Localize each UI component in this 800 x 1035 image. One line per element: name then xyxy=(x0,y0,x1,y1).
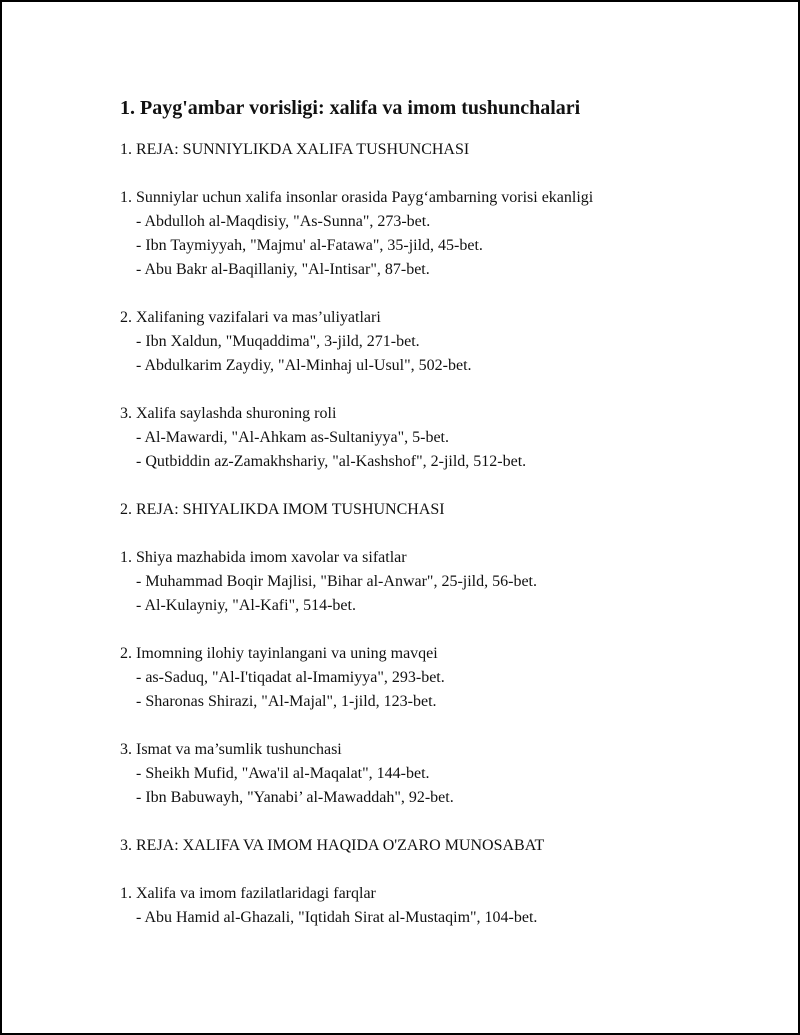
document-title: 1. Payg'ambar vorisligi: xalifa va imom tushunchalari xyxy=(120,97,581,119)
reference-line: - Sheikh Mufid, "Awa'il al-Maqalat", 144-bet. xyxy=(136,765,430,782)
reference-line: - Abdulkarim Zaydiy, "Al-Minhaj ul-Usul", 502-bet. xyxy=(136,357,472,374)
reference-line: - Abdulloh al-Maqdisiy, "As-Sunna", 273-bet. xyxy=(136,213,431,230)
reference-line: - Muhammad Boqir Majlisi, "Bihar al-Anwar", 25-jild, 56-bet. xyxy=(136,573,537,590)
reference-line: - Sharonas Shirazi, "Al-Majal", 1-jild, 123-bet. xyxy=(136,693,437,710)
item-title: 1. Sunniylar uchun xalifa insonlar orasida Payg‘ambarning vorisi ekanligi xyxy=(120,189,594,206)
list-item xyxy=(120,642,768,714)
section-3 xyxy=(120,834,768,930)
list-item xyxy=(120,402,768,474)
section-heading: 2. REJA: SHIYALIKDA IMOM TUSHUNCHASI xyxy=(120,501,445,518)
list-item xyxy=(120,306,768,378)
reference-line: - as-Saduq, "Al-I'tiqadat al-Imamiyya", 293-bet. xyxy=(136,669,445,686)
reference-line: - Al-Kulayniy, "Al-Kafi", 514-bet. xyxy=(136,597,356,614)
reference-line: - Ibn Xaldun, "Muqaddima", 3-jild, 271-bet. xyxy=(136,333,420,350)
list-item xyxy=(120,546,768,618)
reference-line: - Abu Bakr al-Baqillaniy, "Al-Intisar", 87-bet. xyxy=(136,261,430,278)
list-item xyxy=(120,186,768,282)
reference-line: - Ibn Babuwayh, "Yanabi’ al-Mawaddah", 92-bet. xyxy=(136,789,454,806)
reference-line: - Abu Hamid al-Ghazali, "Iqtidah Sirat al-Mustaqim", 104-bet. xyxy=(136,909,538,926)
section-heading: 1. REJA: SUNNIYLIKDA XALIFA TUSHUNCHASI xyxy=(120,141,470,158)
document-body xyxy=(120,94,768,954)
section-2 xyxy=(120,498,768,810)
list-item xyxy=(120,882,768,930)
reference-line: - Ibn Taymiyyah, "Majmu' al-Fatawa", 35-jild, 45-bet. xyxy=(136,237,483,254)
item-title: 3. Xalifa saylashda shuroning roli xyxy=(120,405,337,422)
item-title: 3. Ismat va ma’sumlik tushunchasi xyxy=(120,741,342,758)
list-item xyxy=(120,738,768,810)
reference-line: - Al-Mawardi, "Al-Ahkam as-Sultaniyya", 5-bet. xyxy=(136,429,449,446)
item-title: 2. Xalifaning vazifalari va mas’uliyatlari xyxy=(120,309,381,326)
item-title: 1. Xalifa va imom fazilatlaridagi farqlar xyxy=(120,885,376,902)
reference-line: - Qutbiddin az-Zamakhshariy, "al-Kashshof", 2-jild, 512-bet. xyxy=(136,453,527,470)
section-1 xyxy=(120,138,768,474)
item-title: 1. Shiya mazhabida imom xavolar va sifatlar xyxy=(120,549,407,566)
item-title: 2. Imomning ilohiy tayinlangani va uning mavqei xyxy=(120,645,438,662)
section-heading: 3. REJA: XALIFA VA IMOM HAQIDA O'ZARO MUNOSABAT xyxy=(120,837,545,854)
